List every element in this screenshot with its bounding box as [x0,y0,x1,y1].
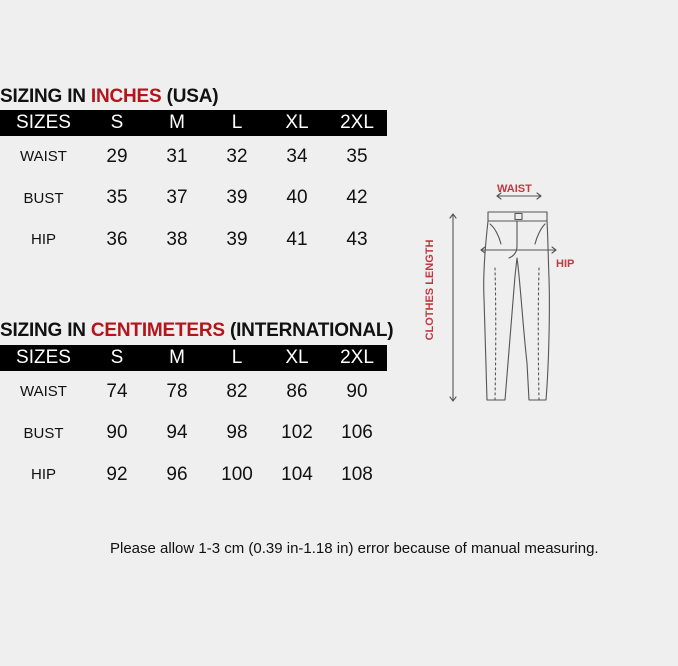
inches-title-accent: INCHES [90,86,162,107]
table-cell: 37 [166,187,188,209]
row-label: HIP [30,231,56,249]
table-row [0,178,387,220]
header-cell: 2XL [327,345,387,371]
inches-title-prefix: SIZING IN [0,86,91,107]
header-cell: SIZES [0,345,87,371]
table-cell: 86 [286,380,308,402]
table-row [0,219,387,261]
table-cell: 29 [106,145,128,167]
row-label: BUST [23,424,64,442]
header-cell: XL [267,345,327,371]
header-cell: XL [267,110,327,136]
clothes-length-label: CLOTHES LENGTH [424,239,436,341]
table-cell: 39 [226,228,248,250]
table-cell: 42 [346,187,368,209]
centimeters-title-prefix: SIZING IN [0,320,91,341]
table-cell: 34 [286,145,308,167]
header-cell: 2XL [327,110,387,136]
table-cell: 36 [106,228,128,250]
inches-header-row [0,110,387,136]
row-label: HIP [30,466,56,484]
inches-title-suffix: (USA) [161,86,219,107]
table-cell: 98 [226,422,248,444]
table-cell: 82 [226,380,248,402]
hip-label: HIP [556,258,575,270]
table-cell: 100 [221,463,253,485]
header-cell: M [147,345,207,371]
table-row [0,136,387,178]
inches-title [0,86,218,108]
centimeters-title-suffix: (INTERNATIONAL) [224,320,394,341]
centimeters-title [0,320,393,342]
row-label: WAIST [20,148,67,166]
header-cell: SIZES [0,110,87,136]
header-cell: S [87,345,147,371]
measurement-note: Please allow 1-3 cm (0.39 in-1.18 in) error because of manual measuring. [110,540,599,557]
header-cell: L [207,345,267,371]
table-cell: 92 [106,463,128,485]
table-cell: 39 [226,187,248,209]
centimeters-title-accent: CENTIMETERS [90,320,225,341]
table-cell: 31 [166,145,188,167]
table-cell: 102 [281,422,313,444]
table-cell: 74 [106,380,128,402]
table-cell: 35 [346,145,368,167]
table-cell: 40 [286,187,308,209]
row-label: BUST [23,189,64,207]
pants-diagram [415,178,590,410]
table-cell: 43 [346,228,368,250]
header-cell: L [207,110,267,136]
waist-label: WAIST [497,183,532,195]
pants-illustration [415,178,590,410]
centimeters-size-table [0,345,387,496]
table-cell: 90 [346,380,368,402]
centimeters-header-row [0,345,387,371]
table-cell: 108 [341,463,373,485]
table-cell: 90 [106,422,128,444]
table-row [0,413,387,455]
table-cell: 32 [226,145,248,167]
inches-size-table [0,110,387,261]
header-cell: S [87,110,147,136]
table-cell: 41 [286,228,308,250]
table-cell: 38 [166,228,188,250]
table-cell: 35 [106,187,128,209]
header-cell: M [147,110,207,136]
table-cell: 104 [281,463,313,485]
table-cell: 94 [166,422,188,444]
row-label: WAIST [20,383,67,401]
table-cell: 96 [166,463,188,485]
table-row [0,371,387,413]
table-cell: 78 [166,380,188,402]
table-row [0,454,387,496]
table-cell: 106 [341,422,373,444]
